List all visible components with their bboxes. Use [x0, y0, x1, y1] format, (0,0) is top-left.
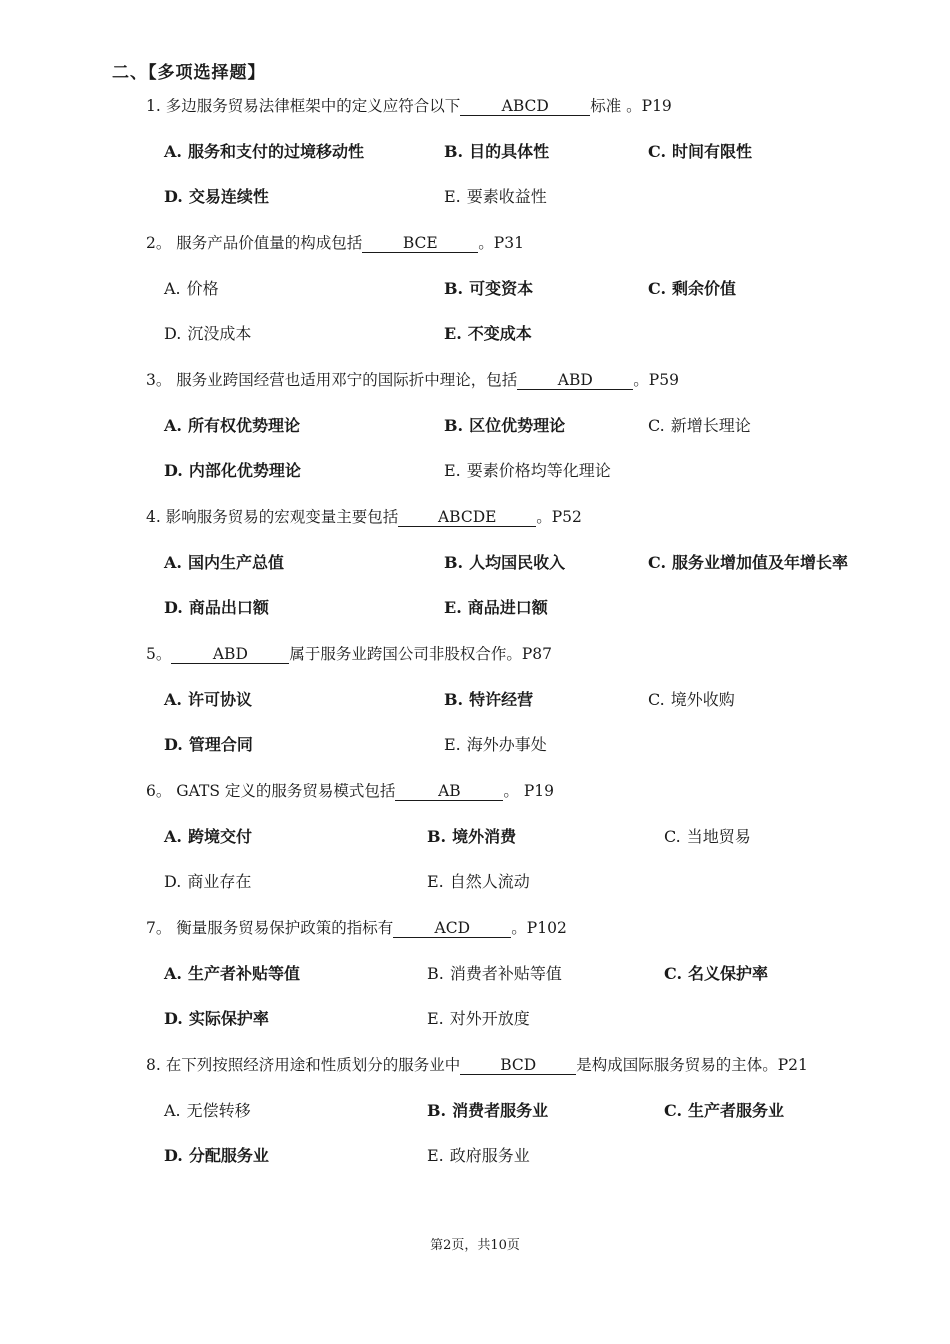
- option-a: [164, 963, 300, 985]
- option-d: [164, 1008, 269, 1030]
- question-suffix: 标准 。P19: [590, 97, 672, 115]
- option-letter: A.: [164, 827, 182, 846]
- option-letter: D.: [164, 1009, 183, 1028]
- option-a: [164, 141, 364, 163]
- option-text: 内部化优势理论: [188, 461, 301, 480]
- option-text: 剩余价值: [672, 279, 737, 298]
- option-text: 无偿转移: [186, 1101, 251, 1120]
- option-b: [444, 278, 533, 300]
- option-text: 交易连续性: [188, 187, 269, 206]
- option-text: 当地贸易: [686, 827, 751, 846]
- option-e: [427, 871, 530, 893]
- option-text: 服务业增加值及年增长率: [672, 553, 849, 572]
- option-text: 名义保护率: [688, 964, 769, 983]
- option-text: 商品进口额: [467, 598, 548, 617]
- question-stem: [146, 95, 672, 117]
- option-text: 要素收益性: [466, 187, 547, 206]
- option-d: [164, 597, 269, 619]
- section-title: 二、【多项选择题】: [112, 63, 266, 83]
- option-letter: C.: [648, 142, 667, 161]
- option-letter: D.: [164, 598, 183, 617]
- question-stem: [146, 232, 524, 254]
- option-c: [648, 141, 752, 163]
- option-text: 商业存在: [187, 872, 252, 891]
- answer-blank: BCE: [362, 234, 478, 253]
- option-e: [427, 1145, 530, 1167]
- question-suffix: 。 P19: [503, 782, 554, 800]
- question-prefix: 7。 衡量服务贸易保护政策的指标有: [146, 919, 394, 937]
- option-text: 人均国民收入: [469, 553, 566, 572]
- answer-blank: ABD: [517, 371, 633, 390]
- option-text: 可变资本: [469, 279, 534, 298]
- option-letter: B.: [427, 1101, 447, 1120]
- question-prefix: 1. 多边服务贸易法律框架中的定义应符合以下: [146, 97, 461, 115]
- option-d: [164, 871, 251, 893]
- option-letter: E.: [427, 1009, 444, 1028]
- answer-blank: ABCD: [460, 97, 590, 116]
- option-e: [444, 734, 547, 756]
- option-letter: A.: [164, 142, 182, 161]
- option-letter: B.: [427, 827, 447, 846]
- question-prefix: 5。: [146, 645, 172, 663]
- answer-blank: BCD: [460, 1056, 576, 1075]
- option-text: 消费者服务业: [452, 1101, 549, 1120]
- option-letter: E.: [444, 735, 461, 754]
- option-letter: C.: [648, 553, 667, 572]
- option-letter: D.: [164, 872, 182, 891]
- option-letter: E.: [444, 187, 461, 206]
- option-letter: C.: [664, 1101, 683, 1120]
- option-text: 时间有限性: [672, 142, 753, 161]
- option-c: [664, 963, 768, 985]
- option-text: 国内生产总值: [187, 553, 284, 572]
- option-letter: C.: [648, 416, 665, 435]
- option-c: [664, 1100, 784, 1122]
- option-letter: B.: [444, 142, 464, 161]
- option-a: [164, 689, 252, 711]
- question-stem: [146, 780, 554, 802]
- option-text: 许可协议: [187, 690, 252, 709]
- option-text: 价格: [186, 279, 219, 298]
- option-text: 新增长理论: [670, 416, 751, 435]
- option-letter: C.: [664, 827, 681, 846]
- option-letter: A.: [164, 1101, 181, 1120]
- option-b: [427, 826, 516, 848]
- option-a: [164, 552, 284, 574]
- option-text: 政府服务业: [449, 1146, 530, 1165]
- question-stem: [146, 917, 567, 939]
- answer-blank: ABCDE: [398, 508, 536, 527]
- option-text: 商品出口额: [188, 598, 269, 617]
- option-c: [664, 826, 751, 848]
- option-text: 自然人流动: [449, 872, 530, 891]
- option-letter: E.: [427, 872, 444, 891]
- option-d: [164, 734, 253, 756]
- option-letter: D.: [164, 735, 183, 754]
- option-letter: A.: [164, 690, 182, 709]
- option-text: 目的具体性: [469, 142, 550, 161]
- option-e: [444, 460, 611, 482]
- option-letter: C.: [664, 964, 683, 983]
- option-text: 管理合同: [188, 735, 253, 754]
- option-d: [164, 323, 251, 345]
- question-suffix: 。P59: [633, 371, 679, 389]
- question-suffix: 是构成国际服务贸易的主体。P21: [576, 1056, 808, 1074]
- page-footer: 第2页，共10页: [430, 1238, 520, 1253]
- option-letter: A.: [164, 553, 182, 572]
- option-text: 不变成本: [467, 324, 532, 343]
- option-d: [164, 460, 301, 482]
- option-a: [164, 278, 219, 300]
- question-prefix: 8. 在下列按照经济用途和性质划分的服务业中: [146, 1056, 461, 1074]
- option-letter: A.: [164, 964, 182, 983]
- option-c: [648, 689, 735, 711]
- option-text: 跨境交付: [187, 827, 252, 846]
- option-letter: D.: [164, 461, 183, 480]
- option-letter: D.: [164, 324, 182, 343]
- option-a: [164, 826, 252, 848]
- option-b: [427, 963, 562, 985]
- answer-blank: AB: [395, 782, 503, 801]
- question-prefix: 6。 GATS 定义的服务贸易模式包括: [146, 782, 396, 800]
- option-text: 实际保护率: [188, 1009, 269, 1028]
- question-prefix: 3。 服务业跨国经营也适用邓宁的国际折中理论，包括: [146, 371, 518, 389]
- option-text: 生产者服务业: [688, 1101, 785, 1120]
- option-c: [648, 415, 751, 437]
- option-letter: E.: [444, 461, 461, 480]
- option-text: 境外收购: [670, 690, 735, 709]
- option-b: [444, 552, 565, 574]
- question-suffix: 。P52: [536, 508, 582, 526]
- option-text: 境外消费: [452, 827, 517, 846]
- option-d: [164, 186, 269, 208]
- option-text: 分配服务业: [188, 1146, 269, 1165]
- option-a: [164, 415, 300, 437]
- option-e: [444, 186, 547, 208]
- option-letter: C.: [648, 690, 665, 709]
- option-text: 区位优势理论: [469, 416, 566, 435]
- option-letter: C.: [648, 279, 667, 298]
- option-b: [427, 1100, 548, 1122]
- option-text: 沉没成本: [187, 324, 252, 343]
- option-text: 消费者补贴等值: [449, 964, 562, 983]
- question-stem: [146, 369, 679, 391]
- option-text: 服务和支付的过境移动性: [187, 142, 364, 161]
- option-b: [444, 689, 533, 711]
- option-b: [444, 415, 565, 437]
- question-stem: [146, 1054, 808, 1076]
- option-letter: B.: [427, 964, 444, 983]
- option-letter: D.: [164, 1146, 183, 1165]
- option-e: [427, 1008, 530, 1030]
- option-e: [444, 597, 548, 619]
- question-suffix: 。P31: [478, 234, 524, 252]
- option-text: 特许经营: [469, 690, 534, 709]
- question-prefix: 4. 影响服务贸易的宏观变量主要包括: [146, 508, 399, 526]
- question-prefix: 2。 服务产品价值量的构成包括: [146, 234, 363, 252]
- option-e: [444, 323, 532, 345]
- answer-blank: ACD: [393, 919, 511, 938]
- option-letter: B.: [444, 279, 464, 298]
- option-text: 生产者补贴等值: [187, 964, 300, 983]
- option-c: [648, 278, 736, 300]
- option-letter: B.: [444, 690, 464, 709]
- option-a: [164, 1100, 251, 1122]
- option-c: [648, 552, 848, 574]
- option-letter: B.: [444, 553, 464, 572]
- option-d: [164, 1145, 269, 1167]
- option-letter: B.: [444, 416, 464, 435]
- option-letter: D.: [164, 187, 183, 206]
- question-stem: [146, 643, 552, 665]
- option-letter: E.: [427, 1146, 444, 1165]
- option-letter: E.: [444, 598, 462, 617]
- option-letter: A.: [164, 416, 182, 435]
- option-text: 对外开放度: [449, 1009, 530, 1028]
- option-text: 要素价格均等化理论: [466, 461, 611, 480]
- answer-blank: ABD: [171, 645, 289, 664]
- option-b: [444, 141, 549, 163]
- question-suffix: 。P102: [511, 919, 567, 937]
- question-stem: [146, 506, 582, 528]
- option-letter: A.: [164, 279, 181, 298]
- option-text: 所有权优势理论: [187, 416, 300, 435]
- option-letter: E.: [444, 324, 462, 343]
- option-text: 海外办事处: [466, 735, 547, 754]
- question-suffix: 属于服务业跨国公司非股权合作。P87: [289, 645, 553, 663]
